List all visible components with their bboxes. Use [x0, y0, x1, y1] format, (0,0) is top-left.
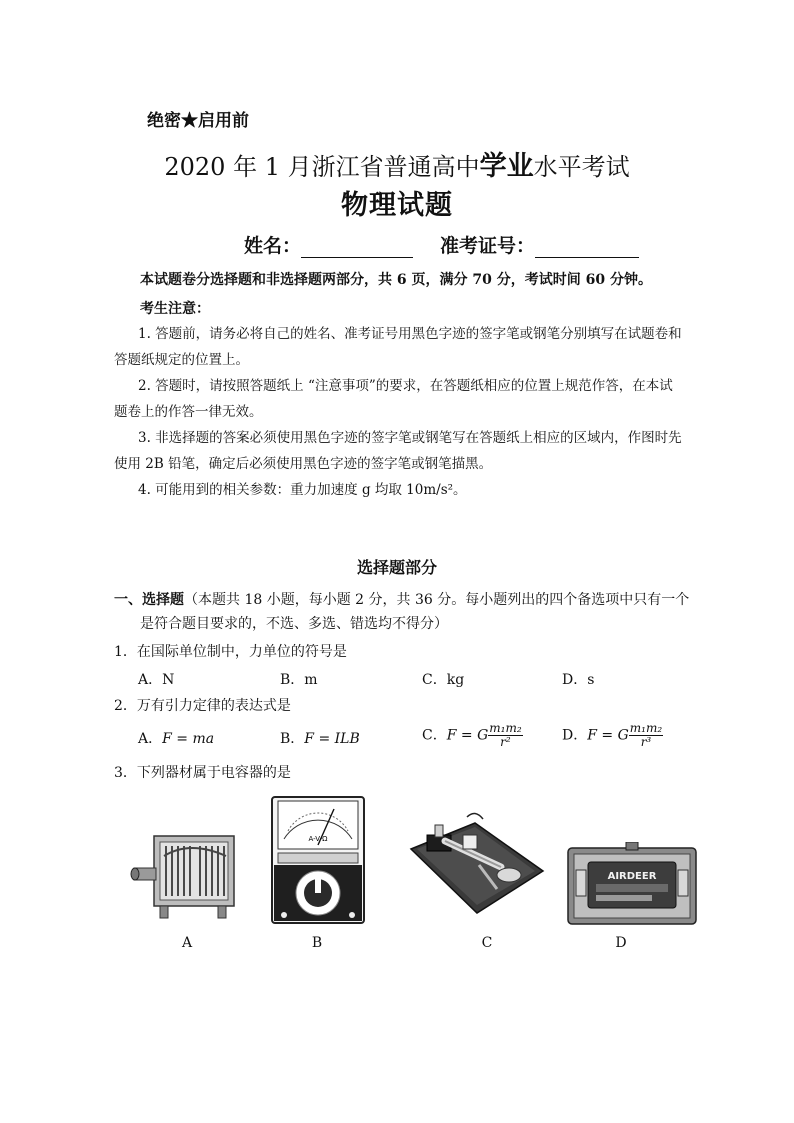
exam-intro: 本试题卷分选择题和非选择题两部分，共 6 页，满分 70 分，考试时间 60 分钟。 [140, 272, 652, 288]
q2-formula-a: F = ma [162, 731, 215, 747]
notice-list [114, 321, 686, 503]
part-label: 一、选择题 [114, 592, 184, 608]
q2-option-a-letter: A． [138, 731, 163, 747]
confidential-mark: 绝密★启用前 [147, 111, 249, 131]
notice-item: 4. 可能用到的相关参数：重力加速度 g 均取 10m/s²。 [138, 482, 467, 498]
q3-caption-c: C [481, 935, 493, 951]
exam-title [0, 144, 794, 183]
exam-title-emphasis: 学业 [479, 151, 534, 182]
exam-id-label: 准考证号： [440, 235, 536, 257]
q2-option-c [422, 722, 523, 749]
q1-option-b: B．m [280, 672, 318, 688]
q3-caption-a: A [181, 935, 193, 951]
q1-option-c: C．kg [422, 672, 465, 688]
q1-option-a: A．N [138, 672, 175, 688]
question-3-stem: 3．下列器材属于电容器的是 [114, 765, 291, 781]
q2-formula-c-denominator: r² [500, 735, 511, 749]
name-field[interactable] [244, 231, 413, 258]
q2-formula-c-numerator: m₁m₂ [489, 721, 522, 735]
exam-title-pre: 2020 年 1 月浙江省普通高中 [164, 153, 480, 181]
notice-item: 3. 非选择题的答案必须使用黑色字迹的签字笔或钢笔写在答题纸上相应的区域内，作图时先使用 2B 铅笔，确定后必须使用黑色字迹的签字笔或钢笔描黑。 [114, 430, 682, 472]
part-desc-1: （本题共 18 小题，每小题 2 分，共 36 分。每小题列出的四个备选项中只有一个 [184, 592, 690, 608]
section-title: 选择题部分 [356, 558, 437, 577]
q2-formula-d-denominator: r³ [640, 735, 652, 749]
q2-formula-d-fraction [629, 722, 663, 749]
q2-option-a [138, 728, 214, 748]
part-desc-2: 是符合题目要求的，不选、多选、错选均不得分） [140, 616, 448, 632]
name-blank[interactable] [301, 239, 413, 258]
multimeter-label: A-V-Ω [308, 835, 328, 843]
q2-formula-b: F = ILB [304, 731, 360, 747]
q3-caption-b: B [311, 935, 323, 951]
exam-id-blank[interactable] [535, 239, 639, 258]
exam-id-field[interactable] [440, 231, 639, 258]
notice-item: 2. 答题时，请按照答题纸上 “注意事项”的要求，在答题纸相应的位置上规范作答，在本试题卷上的作答一律无效。 [114, 378, 673, 420]
part-header [114, 588, 694, 636]
q2-formula-c-lhs: F = G [446, 727, 489, 744]
battery-holder-image [566, 842, 698, 926]
subject-title: 物理试题 [341, 190, 453, 221]
q2-option-c-letter: C． [422, 727, 447, 744]
question-2-stem: 2．万有引力定律的表达式是 [114, 698, 291, 714]
switch-device-image [405, 805, 545, 917]
question-1-stem: 1．在国际单位制中，力单位的符号是 [114, 644, 347, 660]
multimeter-image [270, 795, 366, 925]
name-label: 姓名： [244, 235, 302, 257]
q2-formula-d-lhs: F = G [587, 727, 629, 744]
q2-option-d [562, 722, 663, 749]
q1-option-d: D．s [562, 672, 595, 688]
notice-item: 1. 答题前，请务必将自己的姓名、准考证号用黑色字迹的签字笔或钢笔分别填写在试题卷和答题纸规定的位置上。 [114, 326, 682, 368]
q2-option-d-letter: D． [562, 727, 588, 744]
q2-formula-c-fraction [488, 722, 522, 749]
variable-capacitor-image [130, 826, 242, 924]
notice-title: 考生注意： [140, 301, 210, 317]
q3-caption-d: D [615, 935, 627, 951]
exam-title-post: 水平考试 [533, 153, 630, 181]
q2-option-b-letter: B． [280, 731, 305, 747]
q2-option-b [280, 728, 360, 748]
battery-brand-label: AIRDEER [607, 871, 657, 882]
q2-formula-d-numerator: m₁m₂ [629, 721, 663, 735]
